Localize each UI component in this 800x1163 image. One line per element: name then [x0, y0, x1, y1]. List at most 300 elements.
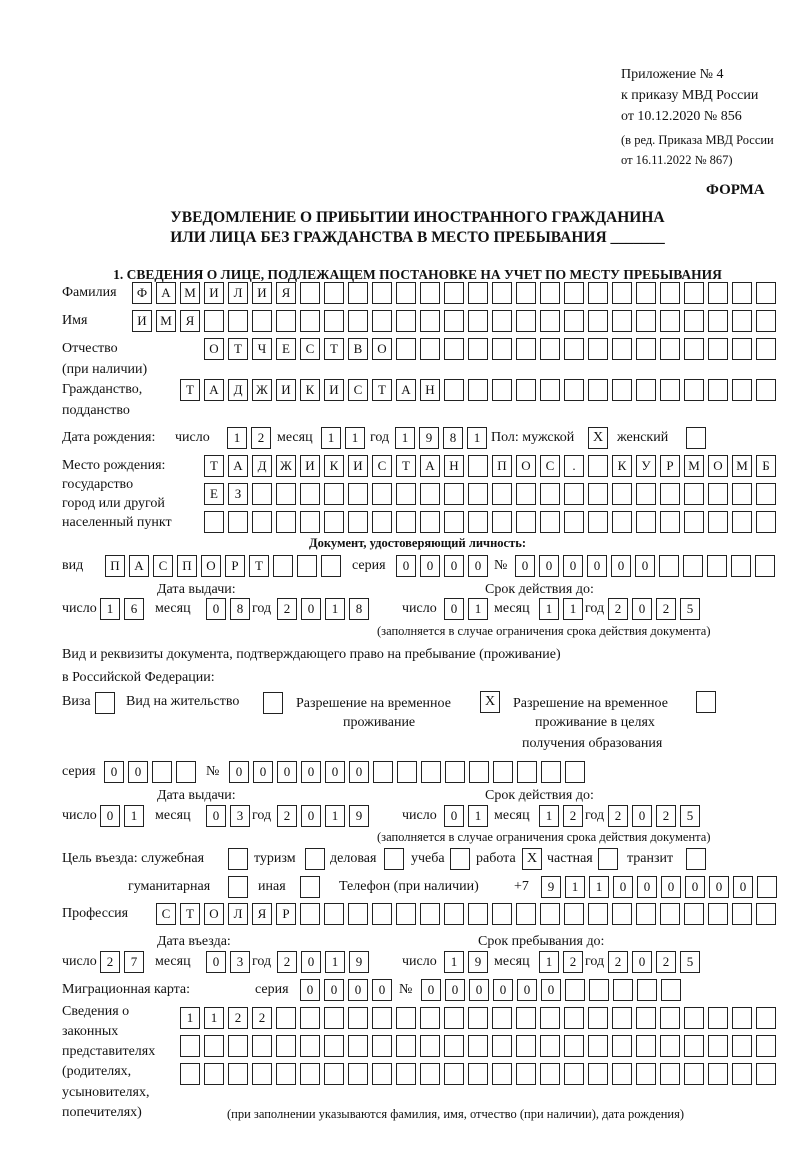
char-cell[interactable] [708, 1007, 728, 1029]
char-cell[interactable] [588, 338, 608, 360]
migration-series-field[interactable] [300, 979, 396, 1001]
char-cell[interactable]: 1 [345, 427, 365, 449]
char-cell[interactable] [300, 483, 320, 505]
char-cell[interactable] [732, 338, 752, 360]
male-checkbox[interactable]: X [588, 427, 608, 449]
char-cell[interactable] [684, 1063, 704, 1085]
char-cell[interactable] [636, 310, 656, 332]
char-cell[interactable] [444, 1063, 464, 1085]
char-cell[interactable]: 1 [321, 427, 341, 449]
char-cell[interactable]: 8 [349, 598, 369, 620]
char-cell[interactable] [373, 761, 393, 783]
char-cell[interactable]: 0 [420, 555, 440, 577]
char-cell[interactable]: Е [204, 483, 224, 505]
char-cell[interactable]: О [372, 338, 392, 360]
char-cell[interactable] [684, 1035, 704, 1057]
purpose-work-checkbox[interactable]: X [522, 848, 542, 870]
doc-number-field[interactable] [515, 555, 779, 577]
char-cell[interactable]: 0 [444, 598, 464, 620]
char-cell[interactable]: 9 [349, 805, 369, 827]
char-cell[interactable]: Д [252, 455, 272, 477]
char-cell[interactable] [348, 903, 368, 925]
char-cell[interactable]: А [156, 282, 176, 304]
char-cell[interactable] [372, 310, 392, 332]
reps-field-1[interactable] [180, 1007, 780, 1029]
char-cell[interactable]: У [636, 455, 656, 477]
char-cell[interactable] [588, 310, 608, 332]
char-cell[interactable] [204, 511, 224, 533]
char-cell[interactable]: 2 [656, 598, 676, 620]
char-cell[interactable]: 0 [445, 979, 465, 1001]
char-cell[interactable] [324, 483, 344, 505]
char-cell[interactable] [612, 1063, 632, 1085]
char-cell[interactable] [492, 903, 512, 925]
char-cell[interactable] [684, 310, 704, 332]
char-cell[interactable] [445, 761, 465, 783]
char-cell[interactable] [348, 1035, 368, 1057]
char-cell[interactable] [516, 511, 536, 533]
char-cell[interactable] [756, 1063, 776, 1085]
char-cell[interactable] [468, 282, 488, 304]
char-cell[interactable] [397, 761, 417, 783]
char-cell[interactable] [324, 1007, 344, 1029]
char-cell[interactable] [636, 338, 656, 360]
char-cell[interactable]: Т [180, 379, 200, 401]
char-cell[interactable]: О [708, 455, 728, 477]
char-cell[interactable]: 1 [467, 427, 487, 449]
char-cell[interactable] [612, 379, 632, 401]
char-cell[interactable] [708, 282, 728, 304]
char-cell[interactable] [756, 1035, 776, 1057]
char-cell[interactable] [252, 1063, 272, 1085]
char-cell[interactable]: К [324, 455, 344, 477]
char-cell[interactable]: И [252, 282, 272, 304]
char-cell[interactable] [564, 511, 584, 533]
char-cell[interactable]: С [300, 338, 320, 360]
char-cell[interactable] [444, 338, 464, 360]
char-cell[interactable] [540, 310, 560, 332]
char-cell[interactable] [661, 979, 681, 1001]
char-cell[interactable]: 2 [228, 1007, 248, 1029]
char-cell[interactable]: Р [660, 455, 680, 477]
char-cell[interactable] [492, 1007, 512, 1029]
char-cell[interactable] [492, 310, 512, 332]
char-cell[interactable] [756, 310, 776, 332]
char-cell[interactable]: 9 [349, 951, 369, 973]
char-cell[interactable] [492, 379, 512, 401]
char-cell[interactable]: Т [249, 555, 269, 577]
char-cell[interactable] [468, 379, 488, 401]
char-cell[interactable] [708, 379, 728, 401]
char-cell[interactable] [660, 282, 680, 304]
char-cell[interactable] [660, 483, 680, 505]
char-cell[interactable] [300, 511, 320, 533]
char-cell[interactable] [540, 1007, 560, 1029]
char-cell[interactable] [588, 1007, 608, 1029]
surname-field[interactable] [132, 282, 780, 304]
char-cell[interactable]: Т [204, 455, 224, 477]
char-cell[interactable] [732, 1063, 752, 1085]
char-cell[interactable] [683, 555, 703, 577]
char-cell[interactable]: Я [180, 310, 200, 332]
birth-month-field[interactable] [321, 427, 369, 449]
birthplace-field-2[interactable] [204, 483, 780, 505]
char-cell[interactable] [324, 1063, 344, 1085]
char-cell[interactable]: 8 [443, 427, 463, 449]
char-cell[interactable]: О [204, 338, 224, 360]
char-cell[interactable]: Т [396, 455, 416, 477]
char-cell[interactable]: К [300, 379, 320, 401]
char-cell[interactable] [396, 511, 416, 533]
char-cell[interactable] [659, 555, 679, 577]
char-cell[interactable] [708, 310, 728, 332]
char-cell[interactable] [684, 483, 704, 505]
temp-edu-checkbox[interactable] [696, 691, 716, 713]
issue-month-field[interactable] [206, 598, 254, 620]
char-cell[interactable]: 0 [277, 761, 297, 783]
char-cell[interactable] [372, 1063, 392, 1085]
char-cell[interactable]: М [156, 310, 176, 332]
char-cell[interactable] [276, 1035, 296, 1057]
char-cell[interactable]: 0 [515, 555, 535, 577]
char-cell[interactable] [420, 338, 440, 360]
right-series-field[interactable] [104, 761, 200, 783]
char-cell[interactable] [273, 555, 293, 577]
char-cell[interactable] [492, 1063, 512, 1085]
char-cell[interactable]: Ч [252, 338, 272, 360]
reps-field-3[interactable] [180, 1063, 780, 1085]
right-issue-year-field[interactable] [277, 805, 373, 827]
char-cell[interactable] [756, 282, 776, 304]
residence-permit-checkbox[interactable] [263, 692, 283, 714]
char-cell[interactable]: Е [276, 338, 296, 360]
char-cell[interactable]: 2 [277, 805, 297, 827]
char-cell[interactable] [636, 483, 656, 505]
stay-day-field[interactable] [444, 951, 492, 973]
char-cell[interactable]: 1 [395, 427, 415, 449]
char-cell[interactable] [324, 1035, 344, 1057]
stay-month-field[interactable] [539, 951, 587, 973]
char-cell[interactable]: Т [228, 338, 248, 360]
char-cell[interactable] [493, 761, 513, 783]
char-cell[interactable] [516, 1063, 536, 1085]
char-cell[interactable] [468, 903, 488, 925]
char-cell[interactable]: Ж [276, 455, 296, 477]
char-cell[interactable]: 2 [277, 598, 297, 620]
char-cell[interactable]: 2 [277, 951, 297, 973]
char-cell[interactable] [636, 511, 656, 533]
char-cell[interactable] [324, 903, 344, 925]
char-cell[interactable] [396, 282, 416, 304]
char-cell[interactable]: Ж [252, 379, 272, 401]
char-cell[interactable] [444, 483, 464, 505]
char-cell[interactable]: 1 [539, 598, 559, 620]
char-cell[interactable]: И [324, 379, 344, 401]
phone-field[interactable] [541, 876, 781, 898]
char-cell[interactable]: С [348, 379, 368, 401]
char-cell[interactable] [708, 1063, 728, 1085]
char-cell[interactable] [732, 282, 752, 304]
char-cell[interactable]: С [372, 455, 392, 477]
char-cell[interactable] [348, 1063, 368, 1085]
char-cell[interactable]: 0 [301, 598, 321, 620]
char-cell[interactable]: 0 [733, 876, 753, 898]
char-cell[interactable]: 0 [396, 555, 416, 577]
char-cell[interactable] [420, 1063, 440, 1085]
purpose-tourism-checkbox[interactable] [305, 848, 325, 870]
char-cell[interactable]: 0 [635, 555, 655, 577]
char-cell[interactable] [565, 979, 585, 1001]
char-cell[interactable] [708, 903, 728, 925]
doc-series-field[interactable] [396, 555, 492, 577]
char-cell[interactable] [492, 1035, 512, 1057]
char-cell[interactable] [276, 511, 296, 533]
char-cell[interactable]: Р [276, 903, 296, 925]
char-cell[interactable] [276, 310, 296, 332]
char-cell[interactable]: 0 [206, 951, 226, 973]
char-cell[interactable]: 1 [563, 598, 583, 620]
char-cell[interactable]: Л [228, 903, 248, 925]
valid-month-field[interactable] [539, 598, 587, 620]
char-cell[interactable] [541, 761, 561, 783]
char-cell[interactable] [564, 1063, 584, 1085]
char-cell[interactable] [732, 1035, 752, 1057]
char-cell[interactable]: 6 [124, 598, 144, 620]
char-cell[interactable] [684, 511, 704, 533]
char-cell[interactable]: 0 [348, 979, 368, 1001]
char-cell[interactable] [420, 282, 440, 304]
char-cell[interactable]: И [300, 455, 320, 477]
right-valid-month-field[interactable] [539, 805, 587, 827]
char-cell[interactable] [636, 1007, 656, 1029]
char-cell[interactable] [732, 1007, 752, 1029]
char-cell[interactable] [637, 979, 657, 1001]
char-cell[interactable]: А [396, 379, 416, 401]
char-cell[interactable] [708, 1035, 728, 1057]
char-cell[interactable] [276, 1063, 296, 1085]
char-cell[interactable] [588, 282, 608, 304]
right-issue-month-field[interactable] [206, 805, 254, 827]
char-cell[interactable] [564, 1007, 584, 1029]
char-cell[interactable]: 0 [372, 979, 392, 1001]
char-cell[interactable] [444, 511, 464, 533]
char-cell[interactable]: С [540, 455, 560, 477]
char-cell[interactable] [564, 903, 584, 925]
char-cell[interactable] [204, 1035, 224, 1057]
char-cell[interactable] [228, 1035, 248, 1057]
stay-year-field[interactable] [608, 951, 704, 973]
char-cell[interactable]: 2 [608, 598, 628, 620]
char-cell[interactable] [300, 1035, 320, 1057]
char-cell[interactable] [540, 1035, 560, 1057]
char-cell[interactable]: 0 [468, 555, 488, 577]
char-cell[interactable]: Н [444, 455, 464, 477]
char-cell[interactable] [348, 282, 368, 304]
char-cell[interactable] [612, 1007, 632, 1029]
char-cell[interactable] [468, 511, 488, 533]
char-cell[interactable] [540, 1063, 560, 1085]
char-cell[interactable] [516, 1035, 536, 1057]
char-cell[interactable] [252, 310, 272, 332]
char-cell[interactable]: 0 [100, 805, 120, 827]
char-cell[interactable]: П [177, 555, 197, 577]
char-cell[interactable]: Л [228, 282, 248, 304]
char-cell[interactable] [516, 903, 536, 925]
char-cell[interactable] [564, 338, 584, 360]
char-cell[interactable] [516, 1007, 536, 1029]
patronymic-field[interactable] [204, 338, 780, 360]
char-cell[interactable] [372, 511, 392, 533]
char-cell[interactable]: 0 [104, 761, 124, 783]
char-cell[interactable] [396, 1063, 416, 1085]
char-cell[interactable] [420, 310, 440, 332]
char-cell[interactable] [636, 903, 656, 925]
char-cell[interactable]: 1 [444, 951, 464, 973]
char-cell[interactable] [660, 511, 680, 533]
char-cell[interactable]: 1 [565, 876, 585, 898]
char-cell[interactable] [660, 379, 680, 401]
birthplace-field-3[interactable] [204, 511, 780, 533]
char-cell[interactable] [589, 979, 609, 1001]
char-cell[interactable]: 5 [680, 951, 700, 973]
char-cell[interactable]: Д [228, 379, 248, 401]
char-cell[interactable]: 2 [608, 951, 628, 973]
char-cell[interactable]: 2 [656, 951, 676, 973]
char-cell[interactable] [444, 282, 464, 304]
char-cell[interactable] [755, 555, 775, 577]
char-cell[interactable] [276, 1007, 296, 1029]
char-cell[interactable] [564, 379, 584, 401]
char-cell[interactable]: И [132, 310, 152, 332]
char-cell[interactable] [420, 903, 440, 925]
char-cell[interactable] [396, 903, 416, 925]
char-cell[interactable] [180, 1035, 200, 1057]
char-cell[interactable]: 8 [230, 598, 250, 620]
char-cell[interactable]: 1 [325, 805, 345, 827]
char-cell[interactable] [731, 555, 751, 577]
valid-day-field[interactable] [444, 598, 492, 620]
char-cell[interactable]: О [204, 903, 224, 925]
char-cell[interactable]: 1 [539, 951, 559, 973]
char-cell[interactable] [324, 282, 344, 304]
char-cell[interactable] [756, 903, 776, 925]
char-cell[interactable]: . [564, 455, 584, 477]
char-cell[interactable] [468, 310, 488, 332]
char-cell[interactable] [636, 1035, 656, 1057]
char-cell[interactable] [252, 483, 272, 505]
purpose-other-checkbox[interactable] [300, 876, 320, 898]
char-cell[interactable] [420, 1035, 440, 1057]
right-number-field[interactable] [229, 761, 589, 783]
char-cell[interactable]: 0 [637, 876, 657, 898]
char-cell[interactable]: 2 [563, 951, 583, 973]
char-cell[interactable]: 1 [100, 598, 120, 620]
char-cell[interactable]: А [420, 455, 440, 477]
char-cell[interactable]: 5 [680, 598, 700, 620]
visa-checkbox[interactable] [95, 692, 115, 714]
char-cell[interactable] [348, 1007, 368, 1029]
char-cell[interactable] [540, 511, 560, 533]
char-cell[interactable]: 0 [587, 555, 607, 577]
char-cell[interactable]: 1 [124, 805, 144, 827]
char-cell[interactable]: 2 [100, 951, 120, 973]
char-cell[interactable] [492, 282, 512, 304]
char-cell[interactable]: И [348, 455, 368, 477]
char-cell[interactable]: П [492, 455, 512, 477]
char-cell[interactable]: 0 [685, 876, 705, 898]
char-cell[interactable]: И [276, 379, 296, 401]
char-cell[interactable] [276, 483, 296, 505]
char-cell[interactable] [468, 483, 488, 505]
char-cell[interactable]: Т [180, 903, 200, 925]
char-cell[interactable]: А [129, 555, 149, 577]
char-cell[interactable] [516, 310, 536, 332]
char-cell[interactable]: 1 [589, 876, 609, 898]
char-cell[interactable] [684, 338, 704, 360]
char-cell[interactable] [588, 483, 608, 505]
char-cell[interactable] [468, 1007, 488, 1029]
char-cell[interactable] [732, 379, 752, 401]
doc-kind-field[interactable] [105, 555, 345, 577]
char-cell[interactable]: Ф [132, 282, 152, 304]
char-cell[interactable] [300, 1063, 320, 1085]
char-cell[interactable]: О [516, 455, 536, 477]
char-cell[interactable]: Я [276, 282, 296, 304]
char-cell[interactable] [321, 555, 341, 577]
char-cell[interactable] [612, 282, 632, 304]
char-cell[interactable] [444, 379, 464, 401]
char-cell[interactable] [588, 903, 608, 925]
char-cell[interactable] [516, 483, 536, 505]
char-cell[interactable]: 0 [611, 555, 631, 577]
char-cell[interactable]: О [201, 555, 221, 577]
char-cell[interactable] [492, 511, 512, 533]
char-cell[interactable]: 2 [656, 805, 676, 827]
char-cell[interactable] [444, 1035, 464, 1057]
char-cell[interactable] [372, 483, 392, 505]
purpose-private-checkbox[interactable] [598, 848, 618, 870]
char-cell[interactable]: 0 [444, 805, 464, 827]
char-cell[interactable] [540, 282, 560, 304]
char-cell[interactable] [300, 1007, 320, 1029]
char-cell[interactable]: 2 [563, 805, 583, 827]
char-cell[interactable]: А [228, 455, 248, 477]
name-field[interactable] [132, 310, 780, 332]
char-cell[interactable]: 0 [632, 598, 652, 620]
char-cell[interactable]: 2 [251, 427, 271, 449]
char-cell[interactable] [396, 1035, 416, 1057]
char-cell[interactable] [396, 483, 416, 505]
char-cell[interactable] [516, 379, 536, 401]
char-cell[interactable]: 0 [539, 555, 559, 577]
right-issue-day-field[interactable] [100, 805, 148, 827]
char-cell[interactable] [588, 1035, 608, 1057]
char-cell[interactable]: Б [756, 455, 776, 477]
char-cell[interactable]: 1 [204, 1007, 224, 1029]
char-cell[interactable] [732, 483, 752, 505]
char-cell[interactable] [612, 483, 632, 505]
char-cell[interactable]: 3 [230, 805, 250, 827]
char-cell[interactable] [469, 761, 489, 783]
char-cell[interactable] [204, 310, 224, 332]
reps-field-2[interactable] [180, 1035, 780, 1057]
purpose-study-checkbox[interactable] [450, 848, 470, 870]
char-cell[interactable]: 0 [349, 761, 369, 783]
char-cell[interactable]: 0 [632, 805, 652, 827]
char-cell[interactable] [396, 1007, 416, 1029]
purpose-business-checkbox[interactable] [384, 848, 404, 870]
char-cell[interactable] [420, 483, 440, 505]
